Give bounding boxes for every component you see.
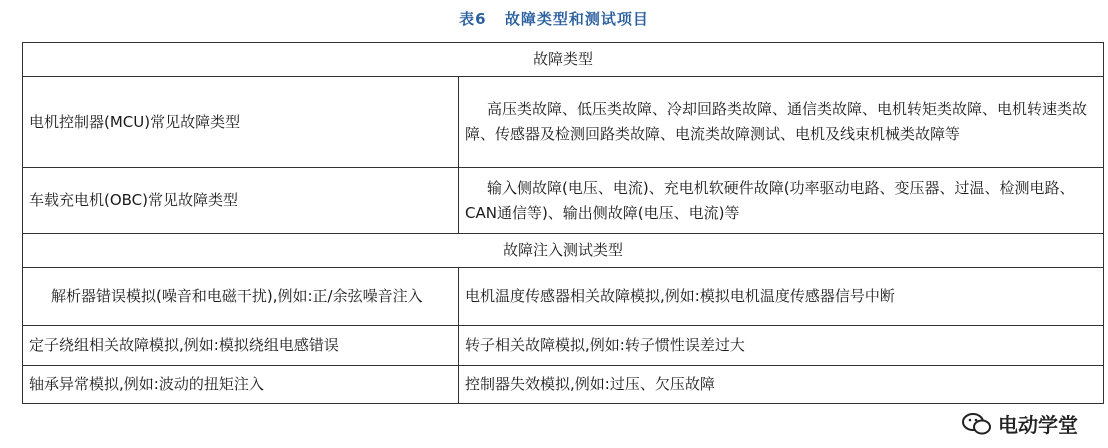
table-title: 故障类型和测试项目	[504, 10, 649, 28]
table-number: 表6	[459, 10, 487, 28]
test-left-cell: 定子绕组相关故障模拟,例如:模拟绕组电感错误	[23, 326, 459, 366]
table-row	[23, 268, 1104, 326]
test-right-cell: 控制器失效模拟,例如:过压、欠压故障	[459, 366, 1104, 404]
table-row	[23, 326, 1104, 366]
wechat-icon	[962, 412, 992, 436]
fault-name-cell: 车载充电机(OBC)常见故障类型	[23, 168, 459, 234]
test-right-cell: 电机温度传感器相关故障模拟,例如:模拟电机温度传感器信号中断	[459, 268, 1104, 326]
test-left-cell: 解析器错误模拟(噪音和电磁干扰),例如:正/余弦噪音注入	[23, 268, 459, 326]
fault-desc-cell: 高压类故障、低压类故障、冷却回路类故障、通信类故障、电机转矩类故障、电机转速类故障、传感器及检测回路类故障、电流类故障测试、电机及线束机械类故障等	[459, 77, 1104, 168]
table-caption	[0, 8, 1108, 29]
test-left-cell: 轴承异常模拟,例如:波动的扭矩注入	[23, 366, 459, 404]
table-row	[23, 366, 1104, 404]
table-row	[23, 77, 1104, 168]
fault-desc-cell: 输入侧故障(电压、电流)、充电机软硬件故障(功率驱动电路、变压器、过温、检测电路、CAN通信等)、输出侧故障(电压、电流)等	[459, 168, 1104, 234]
table-row	[23, 168, 1104, 234]
section-header-row	[23, 234, 1104, 268]
fault-name-cell: 电机控制器(MCU)常见故障类型	[23, 77, 459, 168]
fault-table	[22, 42, 1104, 404]
section-header-fault-types: 故障类型	[23, 43, 1104, 77]
test-right-cell: 转子相关故障模拟,例如:转子惯性误差过大	[459, 326, 1104, 366]
section-header-row	[23, 43, 1104, 77]
section-header-test-types: 故障注入测试类型	[23, 234, 1104, 268]
watermark-text: 电动学堂	[998, 413, 1078, 437]
watermark	[962, 409, 1078, 438]
